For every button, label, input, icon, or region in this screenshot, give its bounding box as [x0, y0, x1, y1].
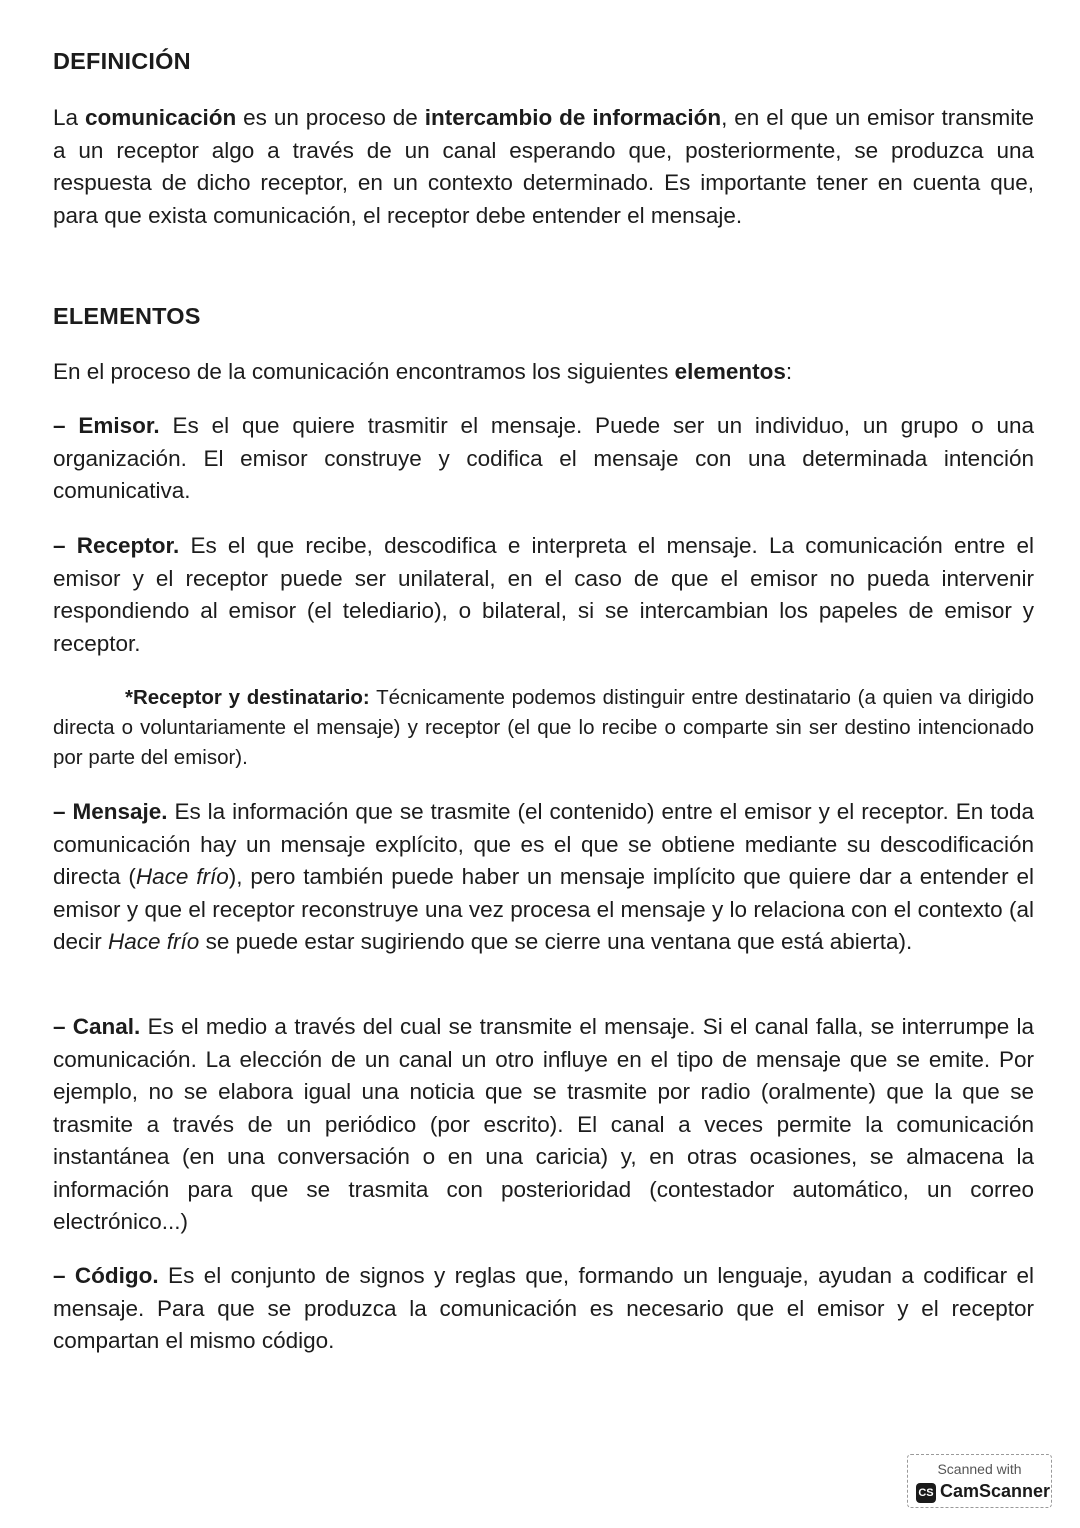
paragraph-canal [53, 1011, 1034, 1239]
paragraph-emisor [53, 410, 1034, 508]
text: ), pero también puede haber un mensaje implícito que quiere dar a entender el emisor y que el receptor reconstruye una vez procesa el mensaje y lo relaciona con el contexto (al decir [53, 864, 1034, 954]
watermark-caption: Scanned with [937, 1461, 1022, 1477]
paragraph-codigo [53, 1260, 1034, 1358]
term-canal: – Canal. [53, 1014, 141, 1039]
bold-term: elementos [674, 359, 786, 384]
paragraph-definicion [53, 102, 1034, 232]
text: es un proceso de [236, 105, 425, 130]
term-codigo: – Código. [53, 1263, 159, 1288]
italic-example: Hace frío [108, 929, 200, 954]
term-emisor: – Emisor. [53, 413, 160, 438]
bold-term: intercambio de información [424, 105, 722, 130]
heading-definicion: DEFINICIÓN [53, 48, 191, 74]
term-receptor-destinatario: *Receptor y destinatario: [125, 686, 370, 709]
note-receptor-destinatario [53, 683, 1034, 773]
bold-term: comunicación [84, 105, 237, 130]
paragraph-elementos-intro [53, 356, 1034, 389]
paragraph-mensaje [53, 796, 1034, 959]
text: Técnicamente podemos distinguir entre destinatario (a quien va dirigido directa o voluntariamente el mensaje) y receptor (el que lo recibe o comparte sin ser destino intencionado por parte del emisor). [53, 686, 1035, 769]
camscanner-logo-icon: CS [916, 1483, 936, 1503]
italic-example: Hace frío [135, 864, 229, 889]
text: : [785, 359, 793, 384]
heading-elementos: ELEMENTOS [53, 303, 201, 329]
term-mensaje: – Mensaje. [53, 799, 168, 824]
paragraph-receptor [53, 530, 1034, 660]
text: se puede estar sugiriendo que se cierre una ventana que está abierta). [199, 929, 913, 954]
text: La [53, 105, 85, 130]
watermark-brand: CamScanner [940, 1481, 1051, 1501]
term-receptor: – Receptor. [53, 533, 180, 558]
text: Es el que recibe, descodifica e interpreta el mensaje. La comunicación entre el emisor y el receptor puede ser unilateral, en el caso de que el emisor no pueda intervenir respondiendo al emisor (el telediario), o bilateral, si se intercambian los papeles de emisor y receptor. [53, 533, 1034, 656]
text: Es el que quiere trasmitir el mensaje. Puede ser un individuo, un grupo o una organización. El emisor construye y codifica el mensaje con una determinada intención comunicativa. [53, 413, 1034, 503]
text: Es el conjunto de signos y reglas que, formando un lenguaje, ayudan a codificar el mensaje. Para que se produzca la comunicación es necesario que el emisor y el receptor compartan el mismo código. [53, 1263, 1034, 1353]
text: , en el que un emisor transmite a un receptor algo a través de un canal esperando que, posteriormente, se produzca una respuesta de dicho receptor, en un contexto determinado. Es importante tener en cuenta que, para que exista comunicación, el receptor debe entender el mensaje. [53, 105, 1034, 228]
text: Es la información que se trasmite (el contenido) entre el emisor y el receptor. En toda comunicación hay un mensaje explícito, que es el que se obtiene mediante su descodificación directa ( [53, 799, 1034, 889]
camscanner-watermark [907, 1454, 1052, 1508]
text: En el proceso de la comunicación encontramos los siguientes [53, 359, 675, 384]
text: Es el medio a través del cual se transmite el mensaje. Si el canal falla, se interrumpe la comunicación. La elección de un canal un otro influye en el tipo de mensaje que se emite. Por ejemplo, no se elabora igual una noticia que se trasmite por radio (oralmente) que la que se trasmite a través de un periódico (por escrito). El canal a veces permite la comunicación instantánea (en una conversación o en una caricia) y, en otras ocasiones, se almacena la información para que se trasmita con posterioridad (contestador automático, un correo electrónico...) [53, 1014, 1034, 1234]
